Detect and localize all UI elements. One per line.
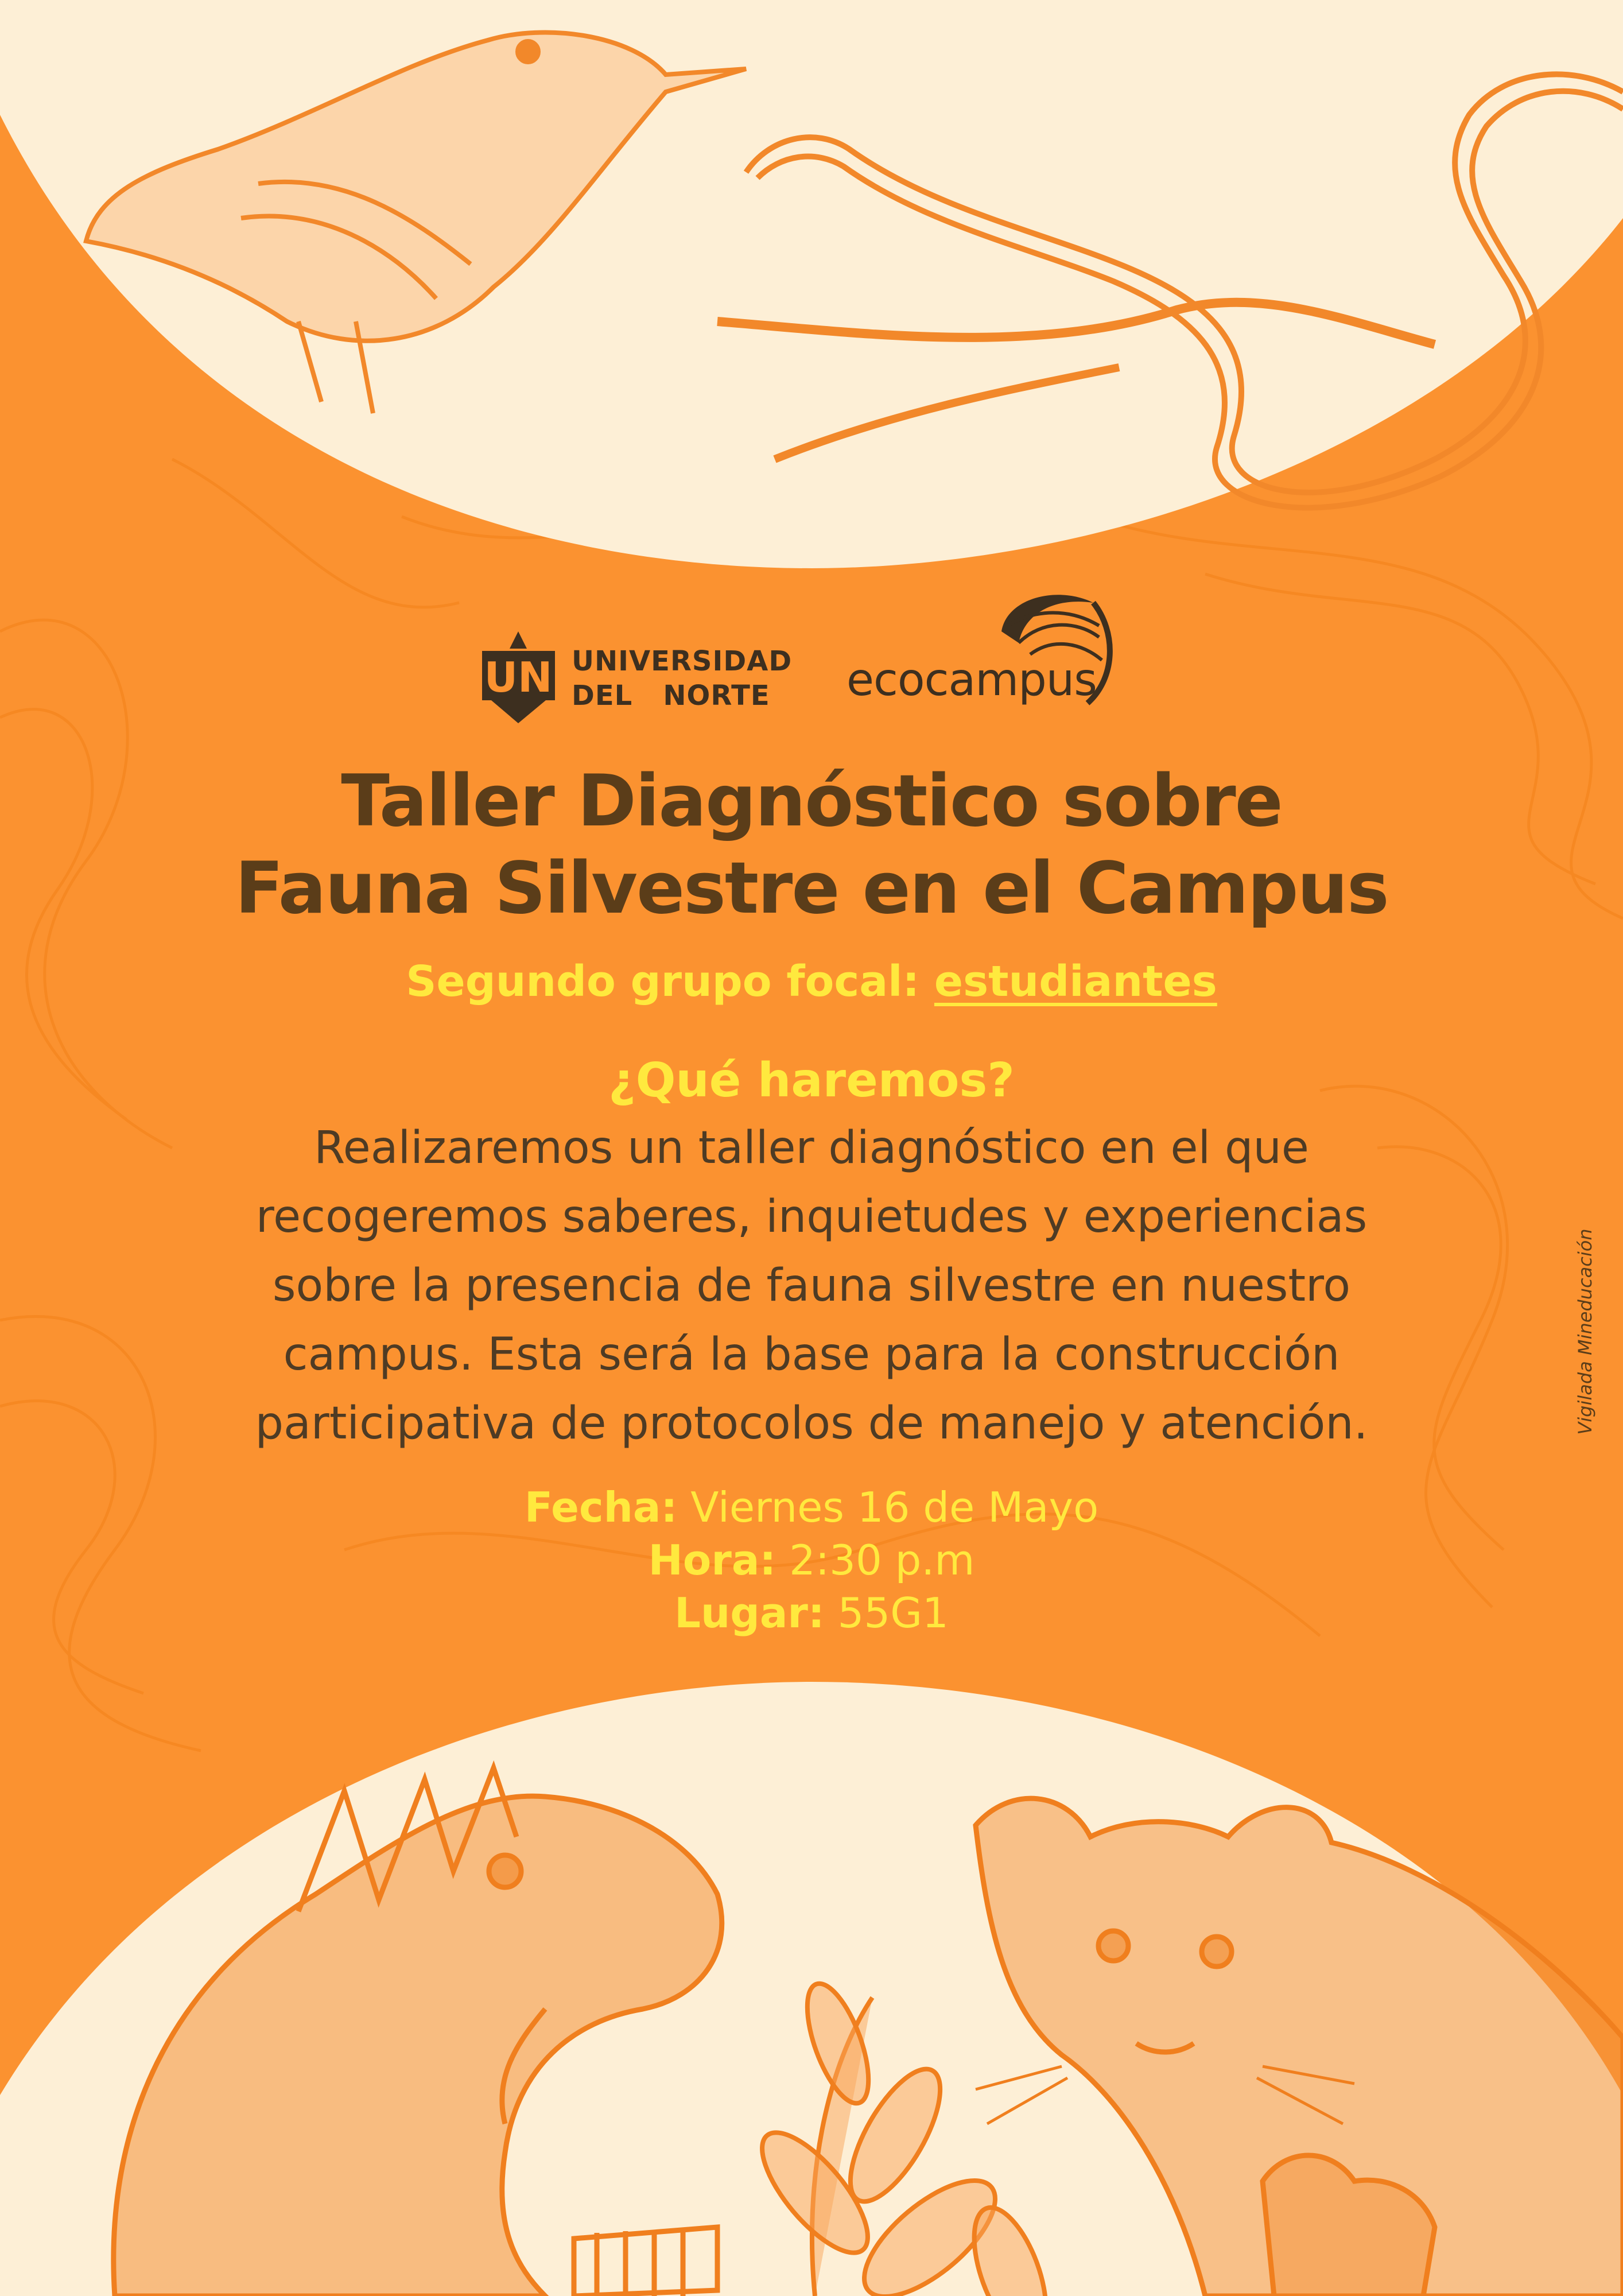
ecocampus-logo — [847, 580, 1116, 718]
description-line: recogeremos saberes, inquietudes y experiencias — [255, 1191, 1368, 1243]
description — [218, 1114, 1405, 1458]
title-line-1: Taller Diagnóstico sobre — [341, 760, 1282, 843]
logo-bar — [0, 580, 1623, 729]
focus-group-subtitle — [115, 950, 1508, 1013]
event-time — [115, 1534, 1508, 1587]
time-value: 2:30 p.m — [789, 1536, 975, 1584]
section-heading: ¿Qué haremos? — [608, 1053, 1015, 1108]
un-emblem-icon — [480, 631, 557, 723]
event-details — [115, 1481, 1508, 1639]
description-line: sobre la presencia de fauna silvestre en nuestro — [272, 1260, 1351, 1312]
ecocampus-wordmark: ecocampus — [847, 654, 1097, 706]
date-label: Fecha: — [524, 1483, 678, 1531]
place-value: 55G1 — [837, 1589, 949, 1637]
description-line: Realizaremos un taller diagnóstico en el que — [314, 1122, 1309, 1174]
subtitle-prefix: Segundo grupo focal: — [406, 957, 920, 1006]
date-value: Viernes 16 de Mayo — [690, 1483, 1099, 1531]
description-line: campus. Esta será la base para la construcción — [283, 1329, 1340, 1380]
place-label: Lugar: — [674, 1589, 825, 1637]
page-title — [115, 758, 1508, 932]
event-date — [115, 1481, 1508, 1534]
title-line-2: Fauna Silvestre en el Campus — [235, 847, 1388, 930]
university-name-line2: DEL NORTE — [572, 680, 770, 712]
subtitle-emphasis: estudiantes — [934, 957, 1217, 1006]
time-label: Hora: — [648, 1536, 776, 1584]
university-name-line1: UNIVERSIDAD — [572, 645, 793, 677]
description-line: participativa de protocolos de manejo y atención. — [255, 1398, 1368, 1449]
event-place — [115, 1587, 1508, 1639]
vigilada-note: Vigilada Mineducación — [1574, 1228, 1596, 1435]
university-name — [572, 644, 792, 713]
universidad-del-norte-logo — [480, 631, 807, 723]
un-mark-text: UN — [484, 653, 553, 701]
